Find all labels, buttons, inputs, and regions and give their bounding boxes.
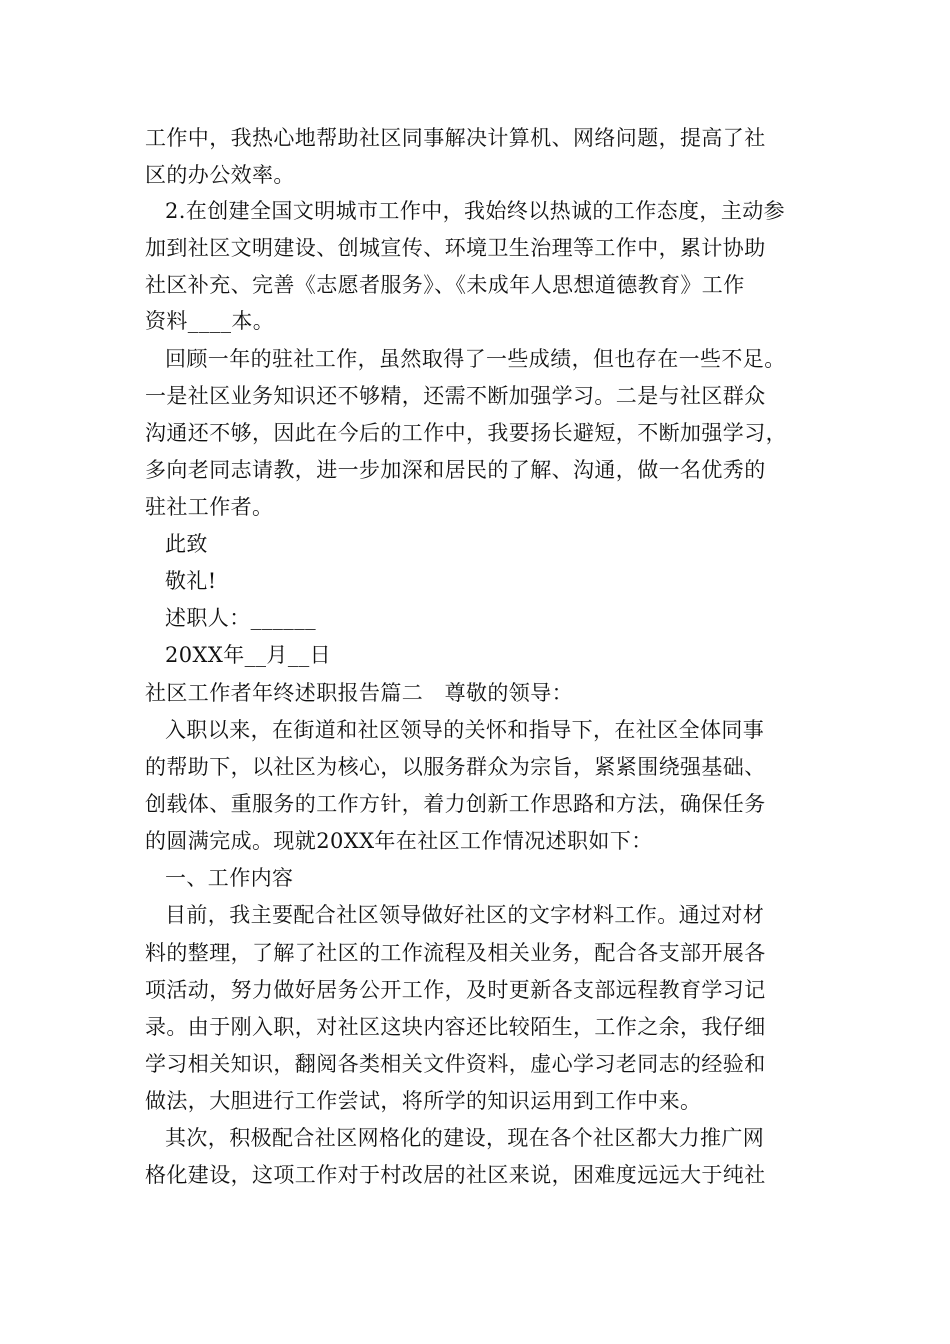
- section-heading: 社区工作者年终述职报告篇二 尊敬的领导：: [145, 681, 573, 705]
- text-line: 多向老同志请教，进一步加深和居民的了解、沟通，做一名优秀的: [145, 458, 766, 482]
- text-line: 资料____本。: [145, 309, 275, 333]
- closing-salutation: 此致: [165, 532, 208, 556]
- text-line: 学习相关知识，翻阅各类相关文件资料，虚心学习老同志的经验和: [145, 1052, 766, 1076]
- subheading: 一、工作内容: [165, 866, 294, 890]
- text-line: 社区补充、完善《志愿者服务》、《未成年人思想道德教育》工作: [145, 273, 745, 297]
- text-line: 项活动，努力做好居务公开工作，及时更新各支部远程教育学习记: [145, 978, 766, 1002]
- text-line: 的圆满完成。现就20XX年在社区工作情况述职如下：: [145, 829, 653, 853]
- text-line: 加到社区文明建设、创城宣传、环境卫生治理等工作中，累计协助: [145, 236, 766, 260]
- reporter-signature: 述职人：______: [165, 606, 316, 630]
- text-line: 目前，我主要配合社区领导做好社区的文字材料工作。通过对材: [165, 903, 765, 927]
- text-line: 其次，积极配合社区网格化的建设，现在各个社区都大力推广网: [165, 1126, 765, 1150]
- text-line: 入职以来，在街道和社区领导的关怀和指导下，在社区全体同事: [165, 718, 765, 742]
- text-line: 2.在创建全国文明城市工作中，我始终以热诚的工作态度，主动参: [165, 199, 786, 223]
- text-line: 驻社工作者。: [145, 495, 274, 519]
- text-line: 沟通还不够，因此在今后的工作中，我要扬长避短，不断加强学习，: [145, 421, 787, 445]
- text-line: 做法，大胆进行工作尝试，将所学的知识运用到工作中来。: [145, 1089, 702, 1113]
- text-line: 的帮助下，以社区为核心，以服务群众为宗旨，紧紧围绕强基础、: [145, 755, 766, 779]
- closing-regards: 敬礼!: [165, 569, 217, 593]
- text-line: 格化建设，这项工作对于村改居的社区来说，困难度远远大于纯社: [145, 1163, 766, 1187]
- text-line: 工作中，我热心地帮助社区同事解决计算机、网络问题，提高了社: [145, 126, 766, 150]
- text-line: 回顾一年的驻社工作，虽然取得了一些成绩，但也存在一些不足。: [165, 347, 786, 371]
- text-line: 录。由于刚入职，对社区这块内容还比较陌生，工作之余，我仔细: [145, 1015, 766, 1039]
- text-line: 创载体、重服务的工作方针，着力创新工作思路和方法，确保任务: [145, 792, 766, 816]
- text-line: 料的整理，了解了社区的工作流程及相关业务，配合各支部开展各: [145, 941, 766, 965]
- text-line: 区的办公效率。: [145, 163, 295, 187]
- text-line: 一是社区业务知识还不够精，还需不断加强学习。二是与社区群众: [145, 384, 766, 408]
- date-line: 20XX年__月__日: [165, 643, 332, 667]
